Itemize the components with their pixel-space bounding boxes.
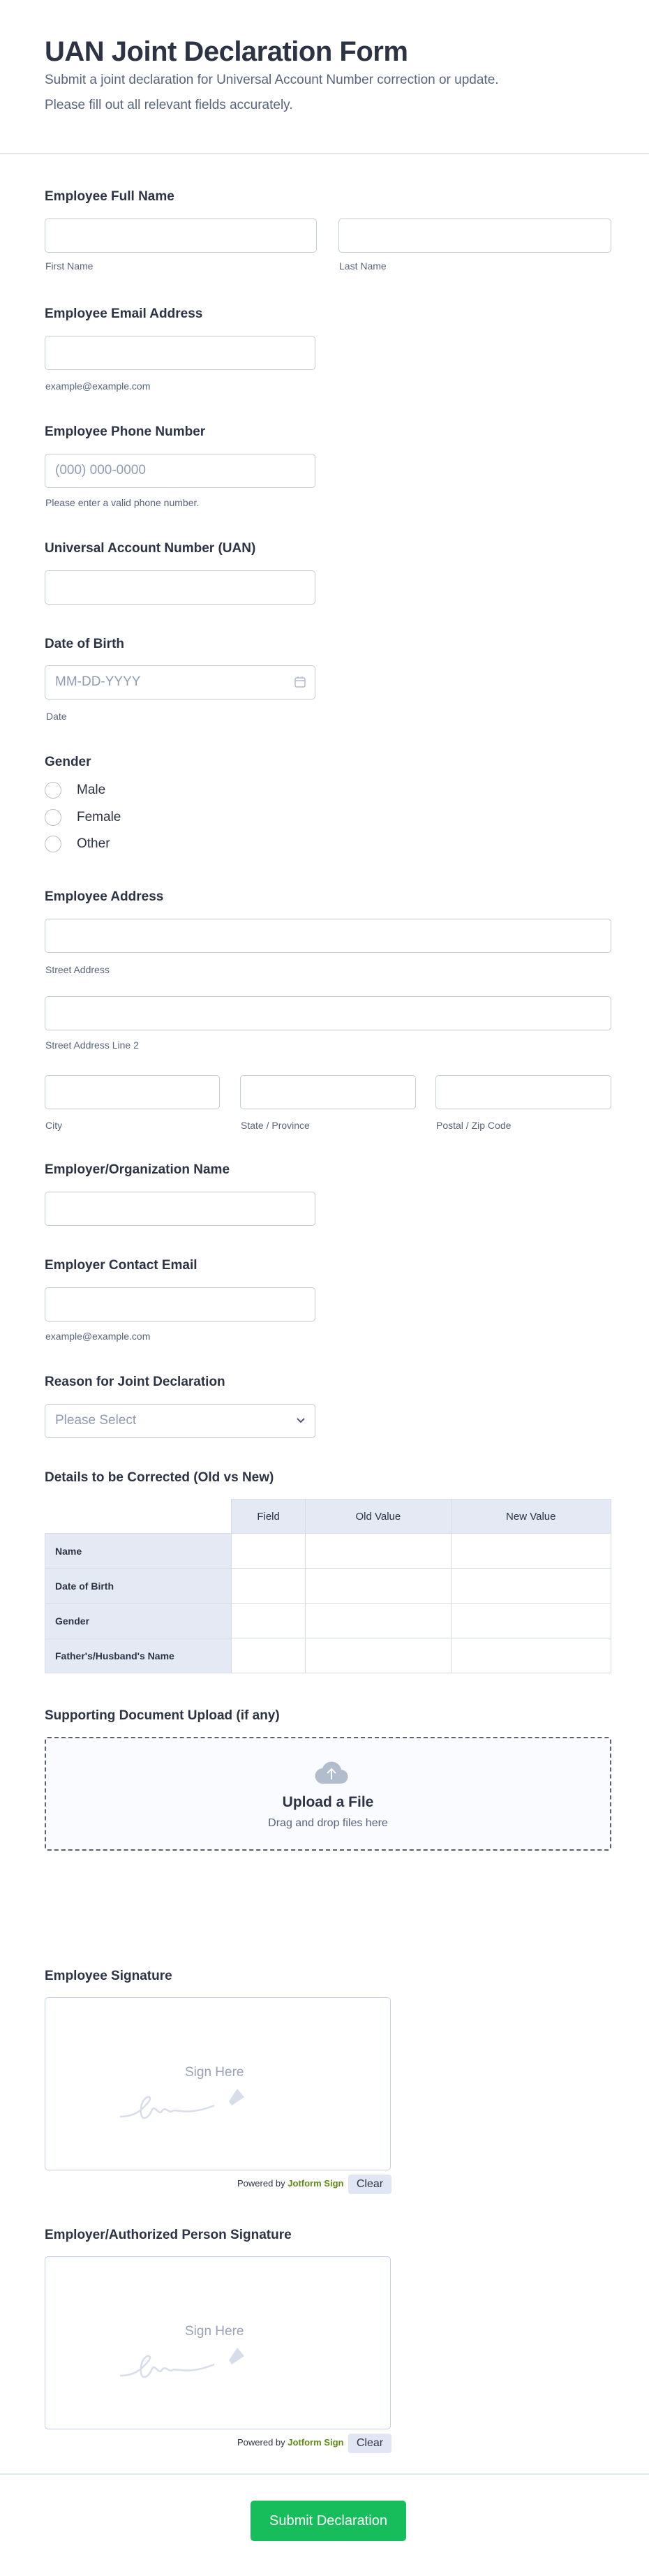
- employer-email-sublabel: example@example.com: [45, 1331, 151, 1342]
- clear-signature-button[interactable]: Clear: [348, 2434, 391, 2453]
- upload-label: Supporting Document Upload (if any): [45, 1708, 280, 1723]
- matrix-cell[interactable]: [306, 1638, 451, 1673]
- calendar-icon[interactable]: [294, 676, 306, 688]
- zip-sublabel: Postal / Zip Code: [436, 1120, 512, 1131]
- radio-label: Other: [77, 836, 110, 851]
- table-row: [45, 1604, 611, 1638]
- last-name-sublabel: Last Name: [339, 260, 387, 272]
- row-label: Father's/Husband's Name: [45, 1638, 232, 1673]
- email-label: Employee Email Address: [45, 306, 203, 321]
- signature-pen-icon: [119, 2345, 258, 2380]
- email-input[interactable]: [45, 336, 315, 370]
- reason-placeholder: Please Select: [55, 1413, 137, 1428]
- employee-signature-pad[interactable]: [45, 1997, 391, 2170]
- state-sublabel: State / Province: [241, 1120, 310, 1131]
- first-name-sublabel: First Name: [45, 260, 94, 272]
- employer-signature-label: Employer/Authorized Person Signature: [45, 2228, 292, 2242]
- jotform-sign-link[interactable]: Jotform Sign: [288, 2437, 344, 2448]
- row-label: Name: [45, 1534, 232, 1569]
- details-label: Details to be Corrected (Old vs New): [45, 1470, 274, 1485]
- phone-input[interactable]: [45, 454, 315, 488]
- matrix-cell[interactable]: [452, 1569, 612, 1604]
- radio-button[interactable]: [45, 782, 61, 799]
- employer-signature-pad[interactable]: [45, 2256, 391, 2429]
- radio-button[interactable]: [45, 809, 61, 826]
- matrix-cell[interactable]: [306, 1534, 451, 1569]
- uan-input[interactable]: [45, 570, 315, 605]
- address-label: Employee Address: [45, 889, 164, 904]
- street-address-input[interactable]: [45, 919, 611, 953]
- powered-by: [237, 2437, 343, 2448]
- table-row: [45, 1534, 611, 1569]
- city-sublabel: City: [45, 1120, 63, 1131]
- upload-title: Upload a File: [282, 1794, 374, 1810]
- radio-button[interactable]: [45, 836, 61, 852]
- row-label: Gender: [45, 1604, 232, 1638]
- upload-hint: Drag and drop files here: [268, 1817, 388, 1829]
- powered-by: [237, 2178, 343, 2189]
- email-sublabel: example@example.com: [45, 380, 151, 392]
- first-name-input[interactable]: [45, 219, 317, 253]
- dob-sublabel: Date: [46, 711, 67, 722]
- dob-label: Date of Birth: [45, 637, 124, 651]
- gender-label: Gender: [45, 755, 91, 769]
- powered-text: Powered by: [237, 2437, 285, 2448]
- radio-label: Female: [77, 810, 121, 824]
- dob-placeholder: MM-DD-YYYY: [55, 674, 141, 689]
- gender-option-other[interactable]: [45, 836, 110, 852]
- matrix-cell[interactable]: [306, 1569, 451, 1604]
- footer-divider: [0, 2473, 649, 2475]
- matrix-cell[interactable]: [232, 1569, 306, 1604]
- phone-placeholder: (000) 000-0000: [55, 463, 146, 478]
- jotform-sign-link[interactable]: Jotform Sign: [288, 2178, 344, 2189]
- zip-input[interactable]: [435, 1075, 611, 1109]
- state-input[interactable]: [240, 1075, 416, 1109]
- employer-name-label: Employer/Organization Name: [45, 1162, 230, 1177]
- employer-email-label: Employer Contact Email: [45, 1258, 197, 1273]
- sign-here-text: Sign Here: [185, 2065, 244, 2080]
- chevron-down-icon: [297, 1418, 305, 1423]
- matrix-cell[interactable]: [232, 1604, 306, 1638]
- table-row: [45, 1569, 611, 1604]
- matrix-cell[interactable]: [452, 1638, 612, 1673]
- form-title: UAN Joint Declaration Form: [45, 36, 408, 67]
- reason-select[interactable]: [45, 1404, 315, 1438]
- full-name-label: Employee Full Name: [45, 189, 174, 204]
- submit-button[interactable]: Submit Declaration: [251, 2501, 406, 2541]
- gender-option-female[interactable]: [45, 809, 121, 826]
- matrix-corner: [45, 1499, 232, 1534]
- signature-pen-icon: [119, 2086, 258, 2121]
- employer-email-input[interactable]: [45, 1287, 315, 1322]
- dob-input[interactable]: [45, 665, 315, 699]
- form-subtitle-2: Please fill out all relevant fields accurately.: [45, 98, 293, 112]
- file-dropzone[interactable]: [45, 1737, 611, 1851]
- matrix-cell[interactable]: [452, 1534, 612, 1569]
- street2-sublabel: Street Address Line 2: [45, 1039, 139, 1051]
- column-header: Field: [232, 1499, 306, 1534]
- header-divider: [0, 153, 649, 154]
- uan-label: Universal Account Number (UAN): [45, 541, 256, 556]
- form-subtitle: Submit a joint declaration for Universal Account Number correction or update.: [45, 73, 499, 87]
- street-sublabel: Street Address: [45, 964, 110, 975]
- employer-name-input[interactable]: [45, 1192, 315, 1226]
- phone-sublabel: Please enter a valid phone number.: [45, 497, 200, 508]
- details-matrix: [45, 1499, 611, 1673]
- last-name-input[interactable]: [338, 219, 611, 253]
- street-address-2-input[interactable]: [45, 996, 611, 1030]
- sign-here-text: Sign Here: [185, 2324, 244, 2339]
- column-header: New Value: [452, 1499, 612, 1534]
- cloud-upload-icon: [315, 1761, 348, 1784]
- table-row: [45, 1638, 611, 1673]
- matrix-cell[interactable]: [232, 1534, 306, 1569]
- matrix-cell[interactable]: [232, 1638, 306, 1673]
- matrix-cell[interactable]: [452, 1604, 612, 1638]
- row-label: Date of Birth: [45, 1569, 232, 1604]
- column-header: Old Value: [306, 1499, 451, 1534]
- employee-signature-label: Employee Signature: [45, 1969, 172, 1983]
- clear-signature-button[interactable]: Clear: [348, 2175, 391, 2194]
- matrix-cell[interactable]: [306, 1604, 451, 1638]
- city-input[interactable]: [45, 1075, 220, 1109]
- powered-text: Powered by: [237, 2178, 285, 2189]
- gender-option-male[interactable]: [45, 782, 105, 799]
- radio-label: Male: [77, 783, 106, 797]
- phone-label: Employee Phone Number: [45, 424, 206, 439]
- reason-label: Reason for Joint Declaration: [45, 1375, 225, 1389]
